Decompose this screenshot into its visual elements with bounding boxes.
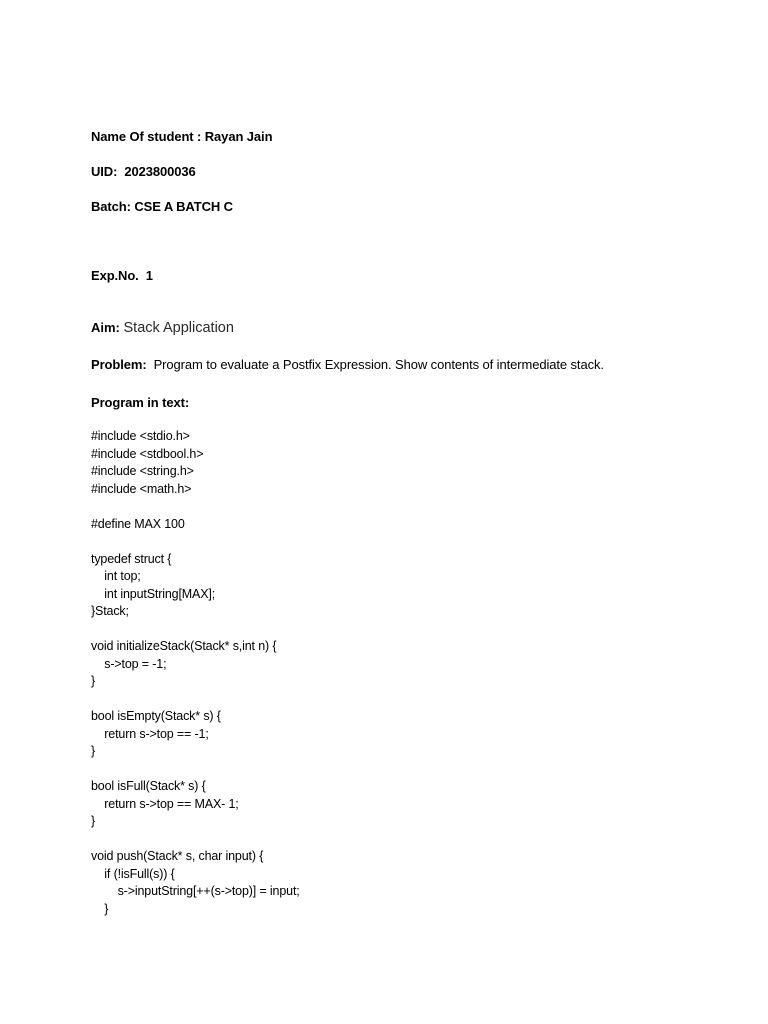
aim-label: Aim: (91, 320, 124, 335)
code-line: #include <stdbool.h> (91, 446, 204, 461)
code-line (91, 533, 300, 551)
batch-value: CSE A BATCH C (134, 199, 233, 214)
experiment-label: Exp.No. (91, 268, 146, 283)
code-line: #include <string.h> (91, 464, 194, 478)
code-line: #define MAX 100 (91, 516, 185, 531)
problem-line (91, 357, 604, 372)
experiment-number-line (91, 268, 153, 283)
problem-value: Program to evaluate a Postfix Expression. Show contents of intermediate stack. (146, 357, 604, 372)
batch-line (91, 199, 233, 214)
code-line (91, 498, 300, 516)
code-line: bool isEmpty(Stack* s) { (91, 709, 221, 723)
code-line: if (!isFull(s)) { (91, 866, 175, 881)
code-line: int top; (91, 569, 141, 583)
uid-value: 2023800036 (124, 164, 196, 179)
student-name-label: Name Of student : (91, 129, 205, 144)
code-line: } (91, 814, 96, 828)
code-line: void push(Stack* s, char input) { (91, 849, 264, 863)
aim-value: Stack Application (123, 320, 234, 336)
code-line: typedef struct { (91, 551, 172, 566)
code-line: }Stack; (91, 604, 129, 618)
code-block (91, 428, 300, 918)
code-line (91, 691, 300, 709)
uid-line (91, 164, 196, 179)
code-line: int inputString[MAX]; (91, 586, 216, 601)
code-line: bool isFull(Stack* s) { (91, 779, 206, 793)
code-line: } (91, 744, 96, 758)
code-line: return s->top == MAX- 1; (91, 796, 239, 811)
code-line: #include <math.h> (91, 481, 192, 496)
code-line: return s->top == -1; (91, 726, 209, 741)
experiment-value: 1 (145, 268, 153, 283)
code-line (91, 621, 300, 639)
uid-label: UID: (91, 164, 125, 179)
student-name-line (91, 129, 272, 144)
code-line: void initializeStack(Stack* s,int n) { (91, 639, 277, 653)
student-name-value: Rayan Jain (204, 129, 273, 144)
program-heading: Program in text: (91, 395, 190, 410)
code-line: #include <stdio.h> (91, 429, 190, 443)
code-line (91, 761, 300, 779)
batch-label: Batch: (91, 199, 135, 214)
code-line: s->inputString[++(s->top)] = input; (91, 884, 300, 898)
code-line: s->top = -1; (91, 656, 167, 671)
code-line: } (91, 901, 109, 916)
code-line (91, 831, 300, 849)
code-line: } (91, 674, 96, 688)
problem-label: Problem: (91, 357, 147, 372)
aim-line (91, 319, 234, 337)
